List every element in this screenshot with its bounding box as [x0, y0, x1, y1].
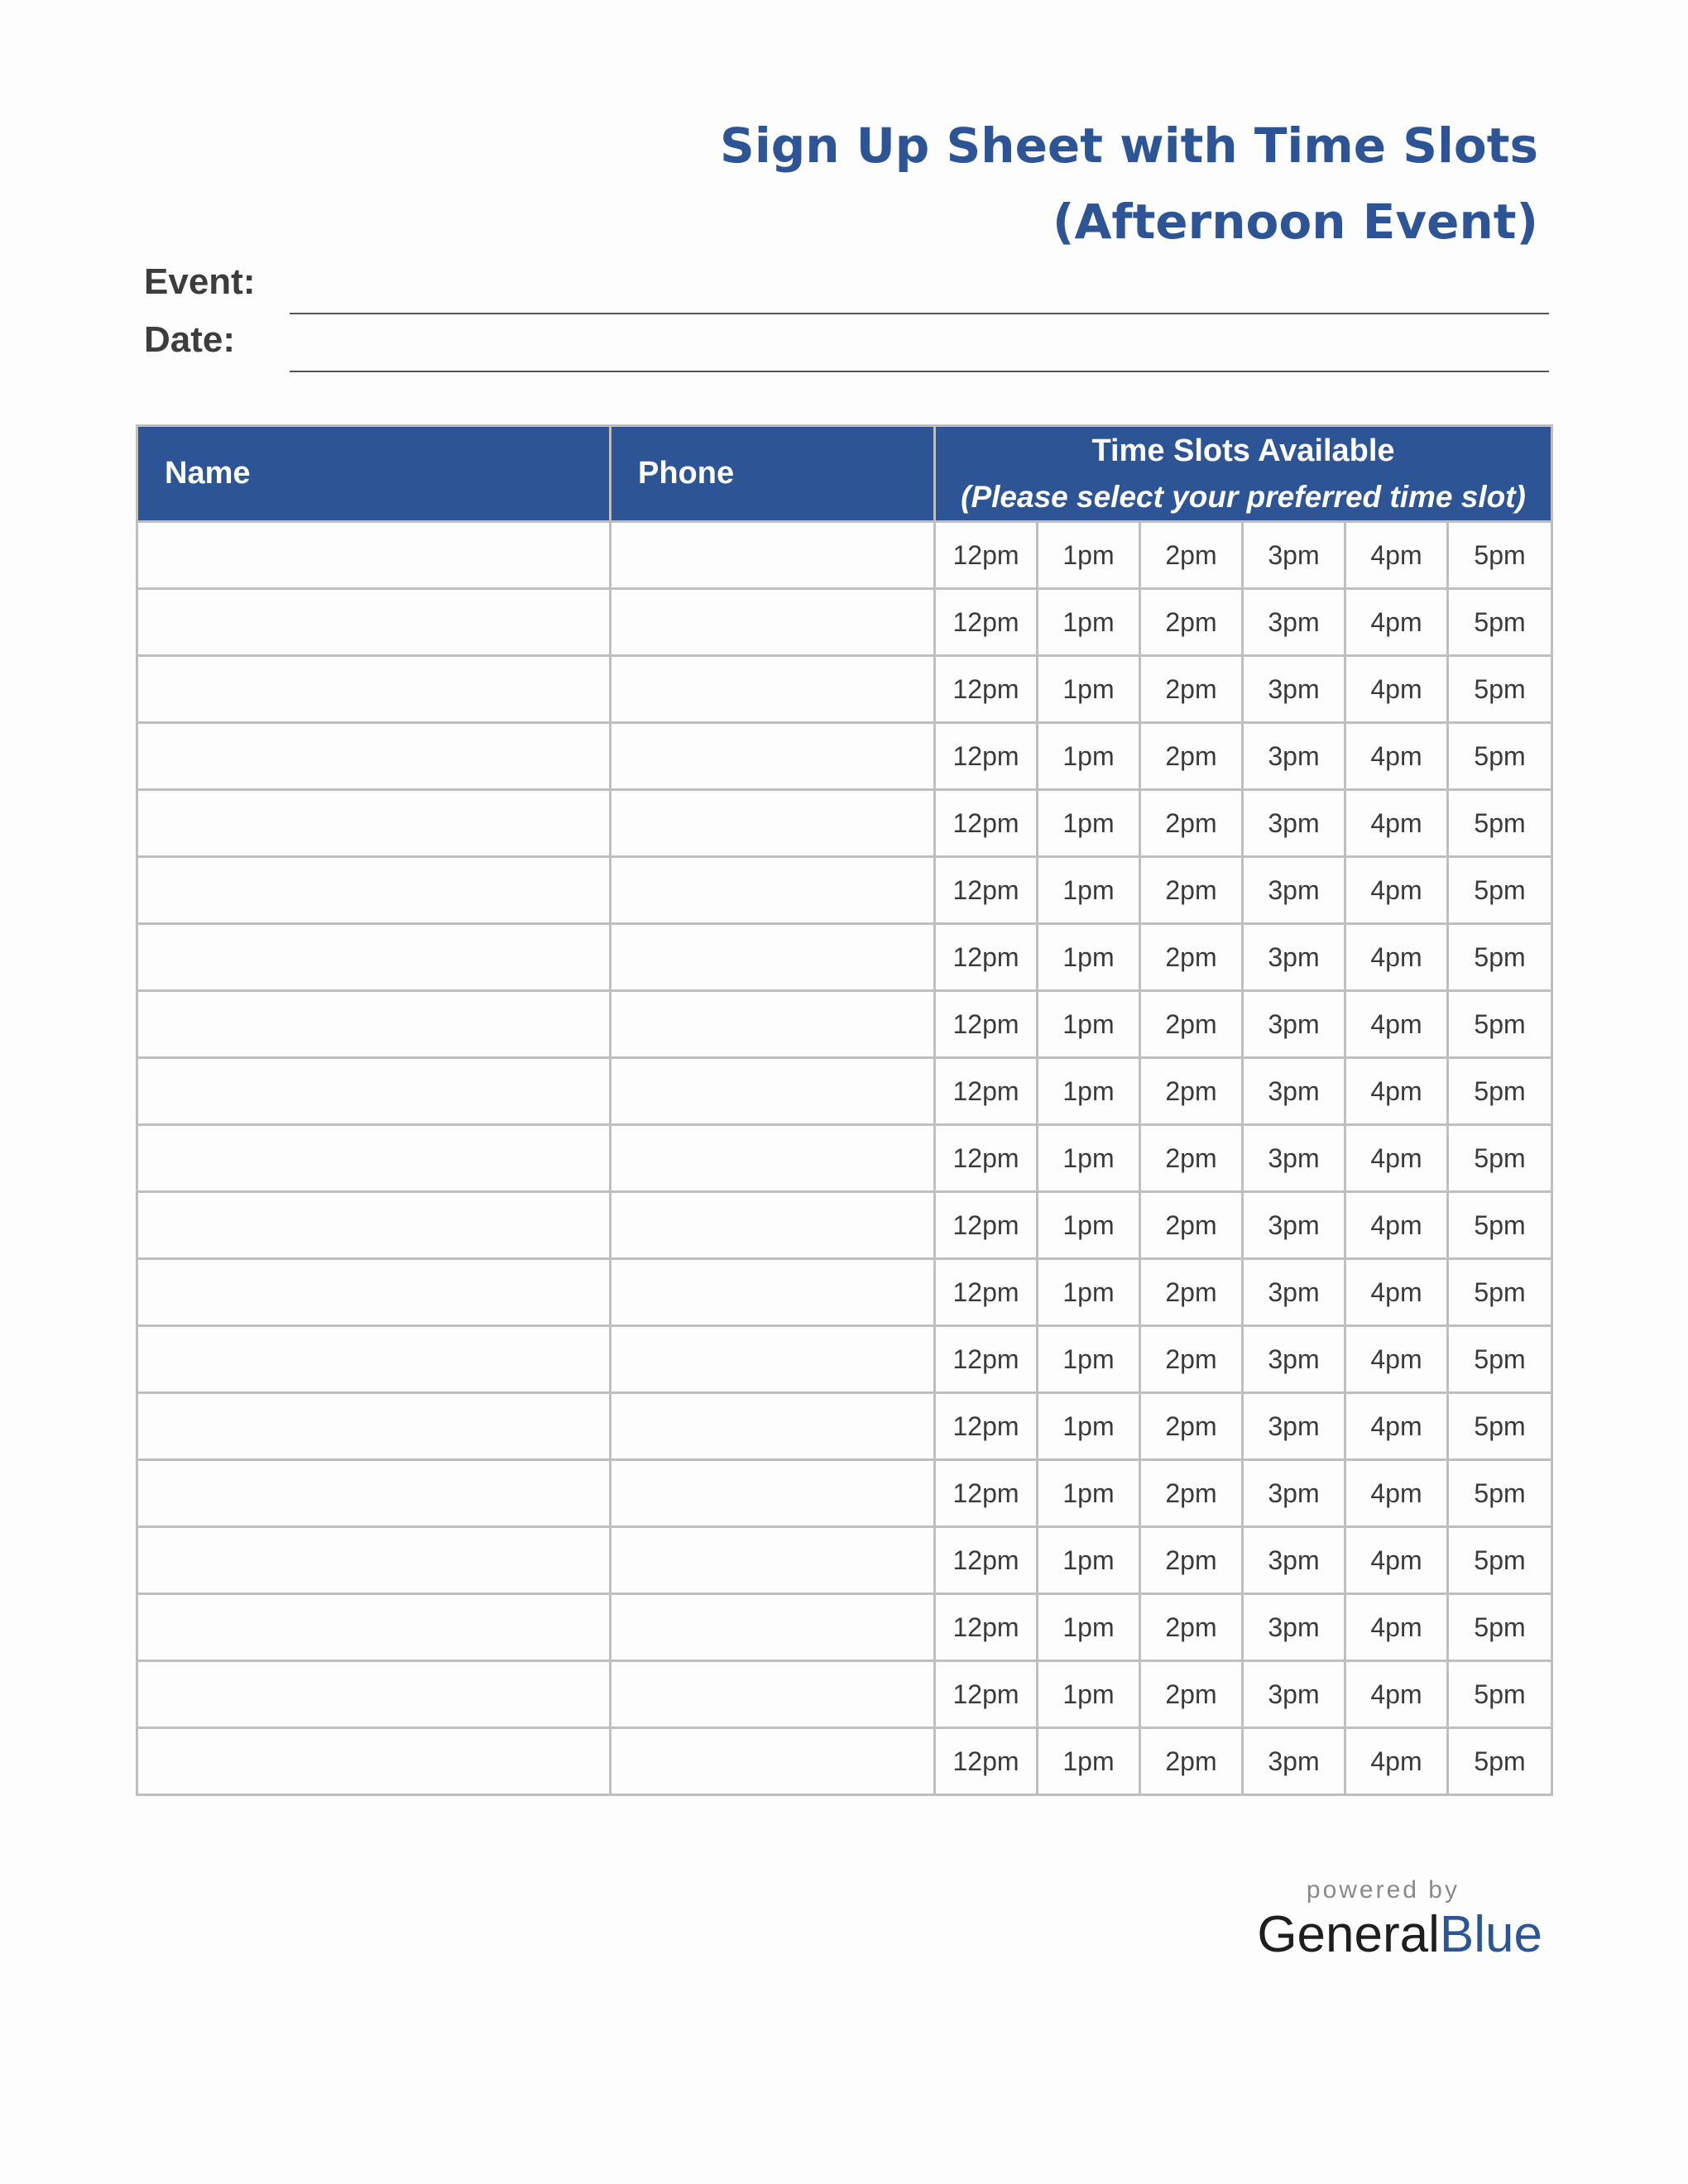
time-slot-cell[interactable]: 3pm: [1243, 589, 1345, 656]
time-slot-cell[interactable]: 1pm: [1038, 991, 1140, 1058]
brand-name: [1257, 1908, 1542, 1962]
time-slot-cell[interactable]: 12pm: [935, 1527, 1038, 1594]
time-slot-cell[interactable]: 12pm: [935, 1728, 1038, 1795]
time-slots-title: Time Slots Available: [1091, 433, 1395, 468]
powered-by-text: powered by: [1306, 1876, 1460, 1904]
table-row: [137, 1460, 1552, 1527]
time-slot-cell[interactable]: 12pm: [935, 1058, 1038, 1125]
time-slots-column-header: [935, 426, 1552, 522]
phone-cell[interactable]: [611, 522, 935, 589]
time-slot-cell[interactable]: 5pm: [1448, 1661, 1552, 1728]
name-cell[interactable]: [137, 656, 611, 723]
table-row: [137, 790, 1552, 857]
time-slot-cell[interactable]: 4pm: [1345, 1326, 1448, 1393]
table-row: [137, 1527, 1552, 1594]
time-slot-cell[interactable]: 1pm: [1038, 589, 1140, 656]
time-slot-cell[interactable]: 12pm: [935, 723, 1038, 790]
time-slot-cell[interactable]: 2pm: [1140, 1594, 1243, 1661]
table-row: [137, 1661, 1552, 1728]
time-slot-cell[interactable]: 3pm: [1243, 991, 1345, 1058]
time-slot-cell[interactable]: 5pm: [1448, 656, 1552, 723]
time-slot-cell[interactable]: 4pm: [1345, 656, 1448, 723]
table-row: [137, 1058, 1552, 1125]
time-slot-cell[interactable]: 12pm: [935, 991, 1038, 1058]
time-slot-cell[interactable]: 1pm: [1038, 1393, 1140, 1460]
name-cell[interactable]: [137, 1259, 611, 1326]
time-slot-cell[interactable]: 5pm: [1448, 1728, 1552, 1795]
time-slot-cell[interactable]: 1pm: [1038, 522, 1140, 589]
time-slot-cell[interactable]: 2pm: [1140, 1460, 1243, 1527]
table-row: [137, 1192, 1552, 1259]
phone-cell[interactable]: [611, 924, 935, 991]
name-cell[interactable]: [137, 790, 611, 857]
time-slot-cell[interactable]: 3pm: [1243, 723, 1345, 790]
title-line-1: Sign Up Sheet with Time Slots: [720, 117, 1538, 174]
time-slot-cell[interactable]: 1pm: [1038, 857, 1140, 924]
time-slot-cell[interactable]: 2pm: [1140, 1728, 1243, 1795]
time-slot-cell[interactable]: 12pm: [935, 1326, 1038, 1393]
time-slot-cell[interactable]: 2pm: [1140, 1661, 1243, 1728]
name-cell[interactable]: [137, 1594, 611, 1661]
time-slot-cell[interactable]: 1pm: [1038, 723, 1140, 790]
time-slot-cell[interactable]: 1pm: [1038, 790, 1140, 857]
time-slot-cell[interactable]: 5pm: [1448, 1058, 1552, 1125]
time-slot-cell[interactable]: 4pm: [1345, 857, 1448, 924]
time-slot-cell[interactable]: 4pm: [1345, 723, 1448, 790]
time-slot-cell[interactable]: 1pm: [1038, 1125, 1140, 1192]
time-slot-cell[interactable]: 4pm: [1345, 790, 1448, 857]
table-body: [137, 522, 1552, 1795]
time-slot-cell[interactable]: 4pm: [1345, 1393, 1448, 1460]
time-slot-cell[interactable]: 4pm: [1345, 1527, 1448, 1594]
time-slot-cell[interactable]: 4pm: [1345, 1460, 1448, 1527]
time-slot-cell[interactable]: 3pm: [1243, 1594, 1345, 1661]
time-slot-cell[interactable]: 2pm: [1140, 589, 1243, 656]
time-slot-cell[interactable]: 2pm: [1140, 723, 1243, 790]
time-slot-cell[interactable]: 3pm: [1243, 857, 1345, 924]
name-column-header: Name: [137, 426, 611, 522]
time-slot-cell[interactable]: 3pm: [1243, 1326, 1345, 1393]
name-cell[interactable]: [137, 1527, 611, 1594]
event-label: Event:: [144, 261, 256, 302]
time-slot-cell[interactable]: 3pm: [1243, 1527, 1345, 1594]
time-slot-cell[interactable]: 2pm: [1140, 991, 1243, 1058]
time-slot-cell[interactable]: 5pm: [1448, 1259, 1552, 1326]
event-input-line[interactable]: [290, 313, 1549, 314]
table-header-row: [137, 426, 1552, 522]
table-row: [137, 1259, 1552, 1326]
time-slot-cell[interactable]: 3pm: [1243, 1728, 1345, 1795]
time-slot-cell[interactable]: 2pm: [1140, 1393, 1243, 1460]
time-slot-cell[interactable]: 3pm: [1243, 522, 1345, 589]
time-slot-cell[interactable]: 2pm: [1140, 1192, 1243, 1259]
table-row: [137, 589, 1552, 656]
time-slot-cell[interactable]: 3pm: [1243, 1259, 1345, 1326]
time-slot-cell[interactable]: 3pm: [1243, 790, 1345, 857]
time-slot-cell[interactable]: 1pm: [1038, 1259, 1140, 1326]
name-cell[interactable]: [137, 723, 611, 790]
time-slot-cell[interactable]: 3pm: [1243, 656, 1345, 723]
time-slot-cell[interactable]: 1pm: [1038, 1192, 1140, 1259]
time-slot-cell[interactable]: 1pm: [1038, 656, 1140, 723]
phone-cell[interactable]: [611, 1594, 935, 1661]
time-slot-cell[interactable]: 12pm: [935, 589, 1038, 656]
name-cell[interactable]: [137, 589, 611, 656]
time-slot-cell[interactable]: 1pm: [1038, 1728, 1140, 1795]
time-slot-cell[interactable]: 12pm: [935, 790, 1038, 857]
time-slot-cell[interactable]: 4pm: [1345, 991, 1448, 1058]
time-slot-cell[interactable]: 5pm: [1448, 1393, 1552, 1460]
time-slot-cell[interactable]: 1pm: [1038, 924, 1140, 991]
time-slot-cell[interactable]: 4pm: [1345, 1125, 1448, 1192]
time-slot-cell[interactable]: 5pm: [1448, 1326, 1552, 1393]
phone-cell[interactable]: [611, 790, 935, 857]
time-slot-cell[interactable]: 2pm: [1140, 1326, 1243, 1393]
time-slot-cell[interactable]: 4pm: [1345, 522, 1448, 589]
table-row: [137, 991, 1552, 1058]
time-slot-cell[interactable]: 4pm: [1345, 1661, 1448, 1728]
time-slot-cell[interactable]: 3pm: [1243, 1661, 1345, 1728]
time-slot-cell[interactable]: 12pm: [935, 1393, 1038, 1460]
time-slot-cell[interactable]: 5pm: [1448, 723, 1552, 790]
phone-cell[interactable]: [611, 1326, 935, 1393]
brand-general: General: [1257, 1906, 1440, 1963]
time-slot-cell[interactable]: 5pm: [1448, 991, 1552, 1058]
name-cell[interactable]: [137, 857, 611, 924]
time-slot-cell[interactable]: 5pm: [1448, 1125, 1552, 1192]
phone-cell[interactable]: [611, 1661, 935, 1728]
time-slot-cell[interactable]: 5pm: [1448, 924, 1552, 991]
table-row: [137, 1728, 1552, 1795]
time-slot-cell[interactable]: 3pm: [1243, 1460, 1345, 1527]
time-slot-cell[interactable]: 5pm: [1448, 589, 1552, 656]
phone-cell[interactable]: [611, 1125, 935, 1192]
time-slot-cell[interactable]: 2pm: [1140, 1058, 1243, 1125]
date-input-line[interactable]: [290, 371, 1549, 372]
brand-blue: Blue: [1439, 1906, 1542, 1963]
time-slot-cell[interactable]: 1pm: [1038, 1058, 1140, 1125]
phone-cell[interactable]: [611, 1259, 935, 1326]
phone-cell[interactable]: [611, 1393, 935, 1460]
phone-cell[interactable]: [611, 723, 935, 790]
time-slot-cell[interactable]: 4pm: [1345, 1728, 1448, 1795]
time-slot-cell[interactable]: 3pm: [1243, 1192, 1345, 1259]
time-slot-cell[interactable]: 5pm: [1448, 790, 1552, 857]
time-slot-cell[interactable]: 12pm: [935, 1594, 1038, 1661]
table-row: [137, 723, 1552, 790]
time-slot-cell[interactable]: 4pm: [1345, 1594, 1448, 1661]
phone-cell[interactable]: [611, 589, 935, 656]
time-slot-cell[interactable]: 5pm: [1448, 1460, 1552, 1527]
time-slot-cell[interactable]: 2pm: [1140, 790, 1243, 857]
name-cell[interactable]: [137, 1326, 611, 1393]
time-slot-cell[interactable]: 2pm: [1140, 656, 1243, 723]
time-slot-cell[interactable]: 2pm: [1140, 857, 1243, 924]
time-slot-cell[interactable]: 3pm: [1243, 1058, 1345, 1125]
time-slot-cell[interactable]: 4pm: [1345, 1192, 1448, 1259]
name-cell[interactable]: [137, 1125, 611, 1192]
phone-cell[interactable]: [611, 1058, 935, 1125]
time-slot-cell[interactable]: 12pm: [935, 1460, 1038, 1527]
date-label: Date:: [144, 319, 236, 360]
name-cell[interactable]: [137, 1728, 611, 1795]
table-row: [137, 924, 1552, 991]
name-cell[interactable]: [137, 1393, 611, 1460]
name-cell[interactable]: [137, 991, 611, 1058]
phone-cell[interactable]: [611, 1527, 935, 1594]
time-slot-cell[interactable]: 4pm: [1345, 1259, 1448, 1326]
time-slot-cell[interactable]: 2pm: [1140, 1125, 1243, 1192]
time-slot-cell[interactable]: 5pm: [1448, 857, 1552, 924]
time-slot-cell[interactable]: 1pm: [1038, 1661, 1140, 1728]
phone-cell[interactable]: [611, 991, 935, 1058]
phone-column-header: Phone: [611, 426, 935, 522]
name-cell[interactable]: [137, 1058, 611, 1125]
time-slot-cell[interactable]: 5pm: [1448, 522, 1552, 589]
time-slot-cell[interactable]: 2pm: [1140, 1527, 1243, 1594]
time-slot-cell[interactable]: 2pm: [1140, 1259, 1243, 1326]
phone-cell[interactable]: [611, 857, 935, 924]
name-cell[interactable]: [137, 924, 611, 991]
phone-cell[interactable]: [611, 1192, 935, 1259]
time-slot-cell[interactable]: 5pm: [1448, 1527, 1552, 1594]
time-slot-cell[interactable]: 2pm: [1140, 924, 1243, 991]
time-slot-cell[interactable]: 1pm: [1038, 1326, 1140, 1393]
time-slot-cell[interactable]: 1pm: [1038, 1460, 1140, 1527]
time-slot-cell[interactable]: 12pm: [935, 522, 1038, 589]
phone-cell[interactable]: [611, 1460, 935, 1527]
time-slot-cell[interactable]: 12pm: [935, 1192, 1038, 1259]
time-slot-cell[interactable]: 5pm: [1448, 1594, 1552, 1661]
time-slot-cell[interactable]: 12pm: [935, 857, 1038, 924]
time-slot-cell[interactable]: 12pm: [935, 924, 1038, 991]
time-slot-cell[interactable]: 12pm: [935, 1125, 1038, 1192]
time-slot-cell[interactable]: 4pm: [1345, 1058, 1448, 1125]
table-row: [137, 1326, 1552, 1393]
table-row: [137, 522, 1552, 589]
table-row: [137, 656, 1552, 723]
time-slot-cell[interactable]: 4pm: [1345, 924, 1448, 991]
time-slot-cell[interactable]: 12pm: [935, 1661, 1038, 1728]
name-cell[interactable]: [137, 1661, 611, 1728]
time-slot-cell[interactable]: 3pm: [1243, 1393, 1345, 1460]
time-slot-cell[interactable]: 12pm: [935, 656, 1038, 723]
time-slots-subtitle: (Please select your preferred time slot): [961, 479, 1526, 514]
table-row: [137, 1393, 1552, 1460]
time-slot-cell[interactable]: 3pm: [1243, 924, 1345, 991]
time-slot-cell[interactable]: 2pm: [1140, 522, 1243, 589]
time-slot-cell[interactable]: 12pm: [935, 1259, 1038, 1326]
time-slot-cell[interactable]: 3pm: [1243, 1125, 1345, 1192]
table-row: [137, 1125, 1552, 1192]
table-row: [137, 857, 1552, 924]
time-slot-cell[interactable]: 5pm: [1448, 1192, 1552, 1259]
phone-cell[interactable]: [611, 1728, 935, 1795]
title-line-2: (Afternoon Event): [1052, 194, 1538, 250]
table-row: [137, 1594, 1552, 1661]
time-slot-cell[interactable]: 1pm: [1038, 1527, 1140, 1594]
time-slot-cell[interactable]: 1pm: [1038, 1594, 1140, 1661]
generalblue-logo: [1257, 1876, 1542, 1962]
signup-table: [136, 424, 1553, 1796]
page-title: [463, 108, 1538, 260]
time-slot-cell[interactable]: 4pm: [1345, 589, 1448, 656]
name-cell[interactable]: [137, 522, 611, 589]
phone-cell[interactable]: [611, 656, 935, 723]
name-cell[interactable]: [137, 1192, 611, 1259]
name-cell[interactable]: [137, 1460, 611, 1527]
